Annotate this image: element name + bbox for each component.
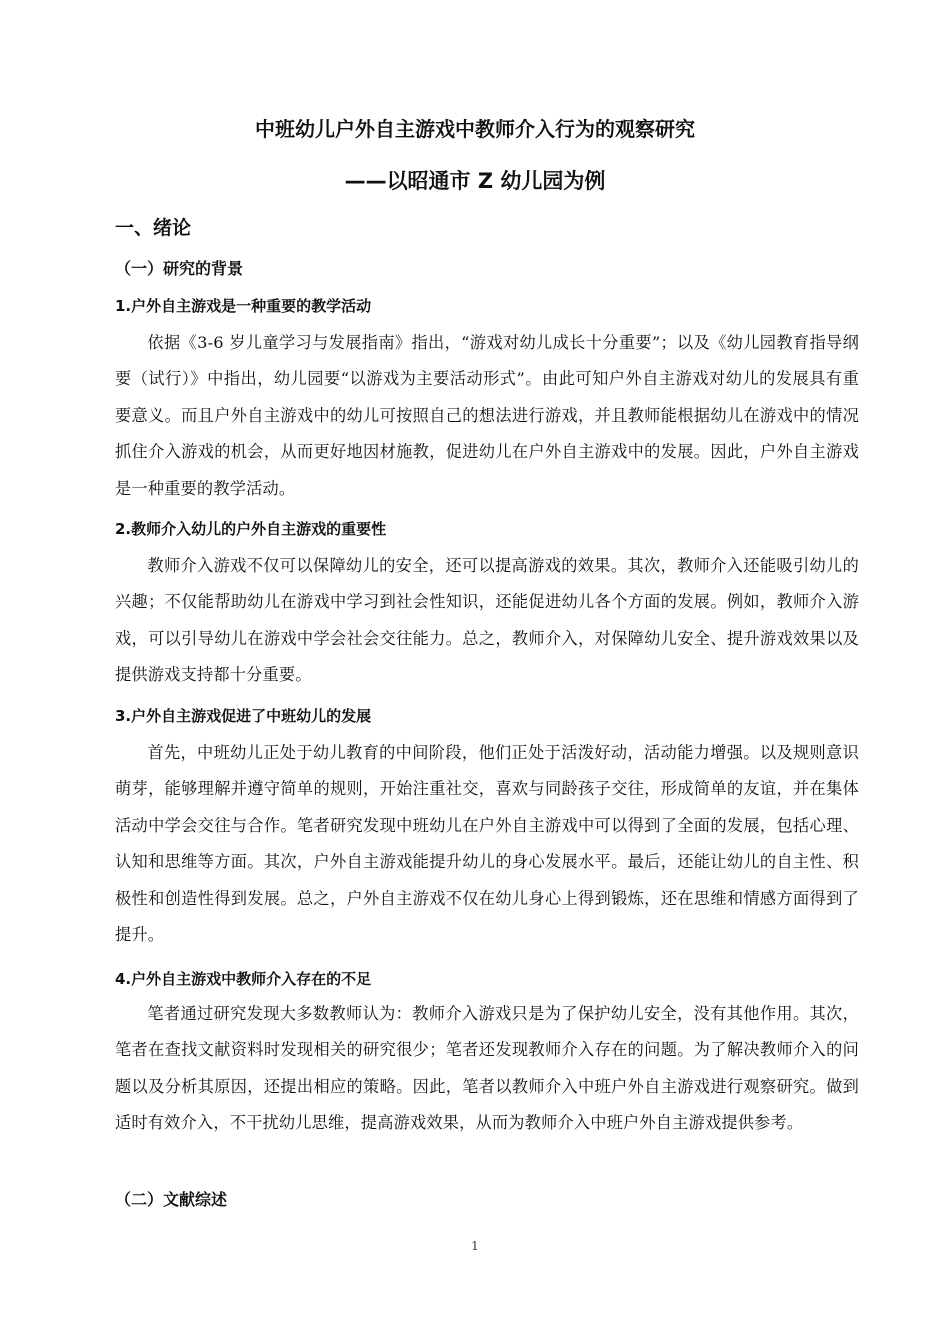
paragraph-3: 首先，中班幼儿正处于幼儿教育的中间阶段，他们正处于活泼好动，活动能力增强。以及规则意识萌芽，能够理解并遵守简单的规则，开始注重社交，喜欢与同龄孩子交往，形成简单的友谊，并在集体活动中学会交往与合作。笔者研究发现中班幼儿在户外自主游戏中可以得到了全面的发展，包括心理、认知和思维等方面。其次，户外自主游戏能提升幼儿的身心发展水平。最后，还能让幼儿的自主性、积极性和创造性得到发展。总之，户外自主游戏不仅在幼儿身心上得到锻炼，还在思维和情感方面得到了提升。 bbox=[115, 743, 859, 945]
page-number: 1 bbox=[471, 1239, 479, 1253]
subsection-heading-background: （一）研究的背景 bbox=[115, 259, 244, 278]
section-heading-introduction: 一、绪论 bbox=[115, 217, 192, 239]
item-heading-2: 2.教师介入幼儿的户外自主游戏的重要性 bbox=[115, 520, 387, 538]
document-subtitle: ——以昭通市 Z 幼儿园为例 bbox=[344, 169, 606, 193]
document-title: 中班幼儿户外自主游戏中教师介入行为的观察研究 bbox=[255, 117, 695, 141]
item-heading-4: 4.户外自主游戏中教师介入存在的不足 bbox=[115, 970, 372, 988]
subsection-heading-literature-review: （二）文献综述 bbox=[115, 1190, 228, 1209]
paragraph-4: 笔者通过研究发现大多数教师认为：教师介入游戏只是为了保护幼儿安全，没有其他作用。其次，笔者在查找文献资料时发现相关的研究很少；笔者还发现教师介入存在的问题。为了解决教师介入的问题以及分析其原因，还提出相应的策略。因此，笔者以教师介入中班户外自主游戏进行观察研究。做到适时有效介入，不干扰幼儿思维，提高游戏效果，从而为教师介入中班户外自主游戏提供参考。 bbox=[115, 1004, 859, 1133]
paragraph-2: 教师介入游戏不仅可以保障幼儿的安全，还可以提高游戏的效果。其次，教师介入还能吸引幼儿的兴趣；不仅能帮助幼儿在游戏中学习到社会性知识，还能促进幼儿各个方面的发展。例如，教师介入游戏，可以引导幼儿在游戏中学会社会交往能力。总之，教师介入，对保障幼儿安全、提升游戏效果以及提供游戏支持都十分重要。 bbox=[115, 556, 859, 685]
paragraph-1: 依据《3-6 岁儿童学习与发展指南》指出，“游戏对幼儿成长十分重要”；以及《幼儿园教育指导纲要（试行）》中指出，幼儿园要“以游戏为主要活动形式”。由此可知户外自主游戏对幼儿的发展具有重要意义。而且户外自主游戏中的幼儿可按照自己的想法进行游戏，并且教师能根据幼儿在游戏中的情况抓住介入游戏的机会，从而更好地因材施教，促进幼儿在户外自主游戏中的发展。因此，户外自主游戏是一种重要的教学活动。 bbox=[115, 333, 859, 498]
item-heading-1: 1.户外自主游戏是一种重要的教学活动 bbox=[115, 297, 372, 315]
item-heading-3: 3.户外自主游戏促进了中班幼儿的发展 bbox=[115, 707, 372, 725]
